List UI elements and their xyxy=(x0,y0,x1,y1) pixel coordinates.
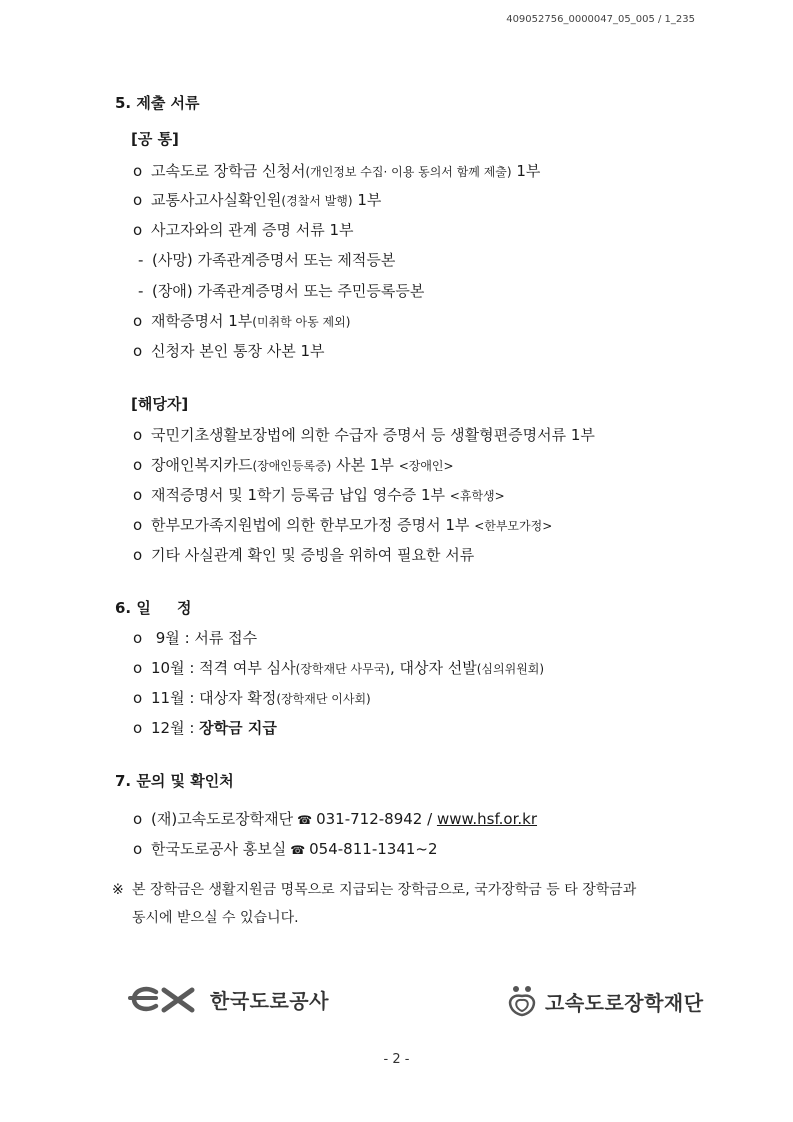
list-item: o 재적증명서 및 1학기 등록금 납입 영수증 1부 <휴학생> xyxy=(133,486,505,504)
scholarship-foundation-logo xyxy=(505,984,704,1018)
schedule-item: o 10월 : 적격 여부 심사(장학재단 사무국), 대상자 선발(심의위원회) xyxy=(133,659,545,677)
logo-left-name: 한국도로공사 xyxy=(210,988,329,1013)
list-item: o 신청자 본인 통장 사본 1부 xyxy=(133,342,325,360)
list-item: - (장애) 가족관계증명서 또는 주민등록등본 xyxy=(138,282,425,300)
logo-right-name: 고속도로장학재단 xyxy=(545,990,704,1015)
contact-item: o 한국도로공사 홍보실 ☎ 054-811-1341~2 xyxy=(133,840,438,858)
common-subtitle: [공 통] xyxy=(131,130,179,148)
list-item: o 한부모가족지원법에 의한 한부모가정 증명서 1부 <한부모가정> xyxy=(133,516,553,534)
applicable-subtitle: [해당자] xyxy=(131,395,189,413)
list-item: - (사망) 가족관계증명서 또는 제적등본 xyxy=(138,251,396,269)
schedule-item: o 11월 : 대상자 확정(장학재단 이사회) xyxy=(133,689,371,707)
page-number: - 2 - xyxy=(383,1052,410,1067)
section7-title: 7. 문의 및 확인처 xyxy=(115,772,234,790)
list-item: o 교통사고사실확인원(경찰서 발행) 1부 xyxy=(133,191,382,209)
ex-logo-icon xyxy=(128,984,200,1014)
phone-icon: ☎ xyxy=(297,813,313,827)
schedule-item: o 9월 : 서류 접수 xyxy=(133,629,258,647)
list-item: o 장애인복지카드(장애인등록증) 사본 1부 <장애인> xyxy=(133,456,454,474)
foundation-emblem-icon xyxy=(505,984,539,1018)
list-item: o 기타 사실관계 확인 및 증빙을 위하여 필요한 서류 xyxy=(133,546,475,564)
schedule-item: o 12월 : 장학금 지급 xyxy=(133,719,277,737)
list-item: o 재학증명서 1부(미취학 아동 제외) xyxy=(133,312,351,330)
website-link[interactable]: www.hsf.or.kr xyxy=(436,810,538,828)
section5-title: 5. 제출 서류 xyxy=(115,94,200,112)
list-item: o 국민기초생활보장법에 의한 수급자 증명서 등 생활형편증명서류 1부 xyxy=(133,426,595,444)
section6-title: 6. 일 정 xyxy=(115,599,192,617)
phone-icon: ☎ xyxy=(290,843,306,857)
notice: ※ 본 장학금은 생활지원금 명목으로 지급되는 장학금으로, 국가장학금 등 타 장학금과 동시에 받으실 수 있습니다. xyxy=(112,882,637,926)
document-id: 409052756_0000047_05_005 / 1_235 xyxy=(506,14,695,25)
list-item: o 사고자와의 관계 증명 서류 1부 xyxy=(133,221,354,239)
list-item: o 고속도로 장학금 신청서(개인정보 수집· 이용 동의서 함께 제출) 1부 xyxy=(133,162,541,180)
contact-item: o (재)고속도로장학재단 ☎ 031-712-8942 / www.hsf.or.kr xyxy=(133,810,538,828)
korea-expressway-logo xyxy=(128,984,329,1014)
